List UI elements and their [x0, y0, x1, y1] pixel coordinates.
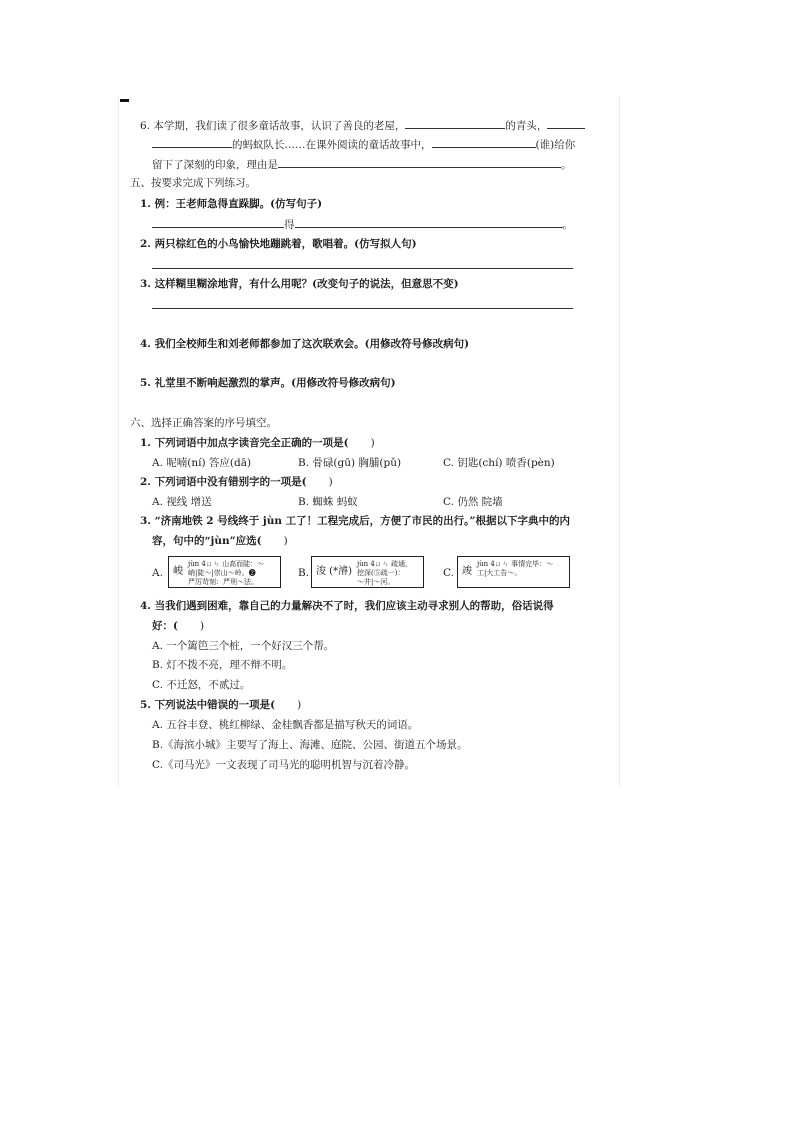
s5-q3-text: 3. 这样糊里糊涂地背，有什么用呢？(改变句子的说法，但意思不变) — [140, 278, 459, 290]
dict-a-line2: 峭|陡～|崇山～岭。❷ — [188, 569, 256, 577]
s6-q3-text-2: 容，句中的“jùn”应选( — [152, 535, 262, 547]
s6-q3-option-a-label[interactable]: A. — [152, 567, 163, 579]
q6-line2-text-a: 的蚂蚁队长……在课外阅读的童话故事中， — [232, 139, 432, 151]
s6-q2-option-a[interactable]: A. 视线 增送 — [152, 496, 212, 508]
s5-q5-text: 5. 礼堂里不断响起激烈的掌声。(用修改符号修改病句) — [140, 377, 396, 389]
s5-q2 — [140, 237, 417, 251]
q6-blank-4[interactable] — [432, 136, 536, 148]
q6-line3-text-a: 留下了深刻的印象，理由是 — [152, 159, 278, 171]
s5-q4 — [140, 337, 469, 351]
s6-q3-text-1: 3. “济南地铁 2 号线终于 jùn 工了！工程完成后，方便了市民的出行。”根据以下字典中的内 — [140, 515, 570, 527]
dict-b-line3: ～井|～河。 — [356, 578, 395, 586]
s6-q4-text-1: 4. 当我们遇到困难，靠自己的力量解决不了时，我们应该主动寻求别人的帮助，俗话说得 — [140, 600, 554, 612]
q6-line-3 — [152, 156, 572, 172]
s6-q5-option-a[interactable]: A. 五谷丰登、桃红柳绿、金桂飘香都是描写秋天的词语。 — [152, 719, 419, 731]
s5-q1-text: 1. 例：王老师急得直跺脚。(仿写句子) — [140, 198, 323, 210]
s5-q2-answer-line[interactable] — [152, 268, 573, 269]
s6-q2-option-b[interactable]: B. 蜘蛛 蚂蚁 — [298, 496, 358, 508]
q6-line3-text-b: 。 — [561, 159, 572, 171]
s6-q5-text: 5. 下列说法中错误的一项是( — [140, 699, 276, 711]
s5-q1-blank-1[interactable] — [152, 216, 284, 228]
dict-b-line1: jùn 4ㄩㄣ 疏通， — [356, 560, 413, 568]
s6-q3-line-1 — [140, 514, 570, 528]
q6-line-2 — [152, 136, 575, 152]
s6-q5-option-c[interactable]: C.《司马光》一文表现了司马光的聪明机智与沉着冷静。 — [152, 759, 415, 771]
dict-c-line1: jùn 4ㄩㄣ 事情完毕：～ — [477, 560, 554, 568]
s5-q1-de: 得 — [284, 219, 295, 231]
s5-q1-end: 。 — [562, 219, 573, 231]
s5-q2-text: 2. 两只棕红色的小鸟愉快地蹦跳着，歌唱着。(仿写拟人句) — [140, 238, 417, 250]
s5-q1-blank-2[interactable] — [295, 216, 563, 228]
q6-line1-text-a: 6. 本学期，我们读了很多童话故事，认识了善良的老屋， — [140, 120, 406, 132]
section5-title: 五、按要求完成下列练习。 — [130, 177, 256, 189]
s6-q2 — [140, 475, 333, 489]
dict-a-line1: jùn 4ㄩㄣ 山高而陡：～ — [188, 560, 265, 568]
s6-q3-dictionary-box-a[interactable] — [168, 556, 281, 588]
s6-q5-option-b[interactable]: B.《海滨小城》主要写了海上、海滩、庭院、公园、街道五个场景。 — [152, 739, 468, 751]
scan-corner-mark — [120, 99, 129, 102]
s6-q4-end: ) — [199, 620, 205, 632]
s6-q1-option-b[interactable]: B. 骨碌(gū) 胸脯(pǔ) — [298, 457, 402, 469]
s6-q1-option-c[interactable]: C. 钥匙(chí) 喷香(pèn) — [443, 457, 555, 469]
s6-q5 — [140, 698, 301, 712]
s6-q1-option-a[interactable]: A. 呢喃(ní) 答应(dā) — [152, 457, 252, 469]
q6-line1-text-b: 的青头， — [505, 120, 548, 132]
s6-q5-end: ) — [297, 699, 302, 711]
q6-blank-5[interactable] — [278, 156, 561, 168]
s6-q3-line-2 — [152, 534, 288, 548]
q6-blank-1[interactable] — [405, 117, 505, 129]
dict-b-char: 浚 (*濬) — [316, 566, 352, 577]
s5-q3 — [140, 277, 459, 291]
q6-blank-3[interactable] — [152, 136, 232, 148]
s6-q4-line-2 — [152, 619, 204, 633]
s5-q1 — [140, 197, 322, 211]
s6-q2-option-c[interactable]: C. 仍然 院墙 — [443, 496, 503, 508]
s6-q4-option-c[interactable]: C. 不迁怒，不贰过。 — [152, 679, 251, 691]
dict-c-char: 竣 — [462, 566, 472, 577]
section6-title: 六、选择正确答案的序号填空。 — [130, 417, 277, 429]
s6-q2-end: ) — [328, 476, 333, 488]
dict-c-line2: 工|大工告～。 — [477, 569, 522, 577]
s6-q4-option-b[interactable]: B. 灯不拨不亮，理不辩不明。 — [152, 659, 293, 671]
q6-blank-2[interactable] — [547, 117, 585, 129]
s6-q1 — [140, 436, 375, 450]
s6-q3-dictionary-box-c[interactable] — [457, 556, 570, 588]
s6-q3-option-c-label[interactable]: C. — [443, 567, 454, 579]
s6-q1-text: 1. 下列词语中加点字读音完全正确的一项是( — [140, 437, 349, 449]
dict-a-char: 峻 — [173, 566, 183, 577]
q6-line-1 — [140, 117, 585, 133]
dict-a-line3: 严厉苛刻：严刑～法。 — [188, 578, 258, 586]
s5-q3-answer-line[interactable] — [152, 308, 573, 309]
s6-q3-end: ) — [283, 535, 288, 547]
s5-q4-text: 4. 我们全校师生和刘老师都参加了这次联欢会。(用修改符号修改病句) — [140, 338, 470, 350]
s6-q3-dictionary-box-b[interactable] — [311, 556, 424, 588]
s6-q2-text: 2. 下列词语中没有错别字的一项是( — [140, 476, 307, 488]
dict-b-line2: 挖深(⑤疏一)： — [356, 569, 405, 577]
s6-q4-text-2: 好：( — [152, 620, 178, 632]
s6-q1-end: ) — [370, 437, 375, 449]
s6-q4-option-a[interactable]: A. 一个篱笆三个桩，一个好汉三个帮。 — [152, 640, 335, 652]
s5-q5 — [140, 376, 396, 390]
s6-q4-line-1 — [140, 599, 554, 613]
s6-q3-option-b-label[interactable]: B. — [298, 567, 310, 579]
q6-line2-text-b: (谁)给你 — [535, 139, 576, 151]
s5-q1-answer-line — [152, 216, 573, 232]
